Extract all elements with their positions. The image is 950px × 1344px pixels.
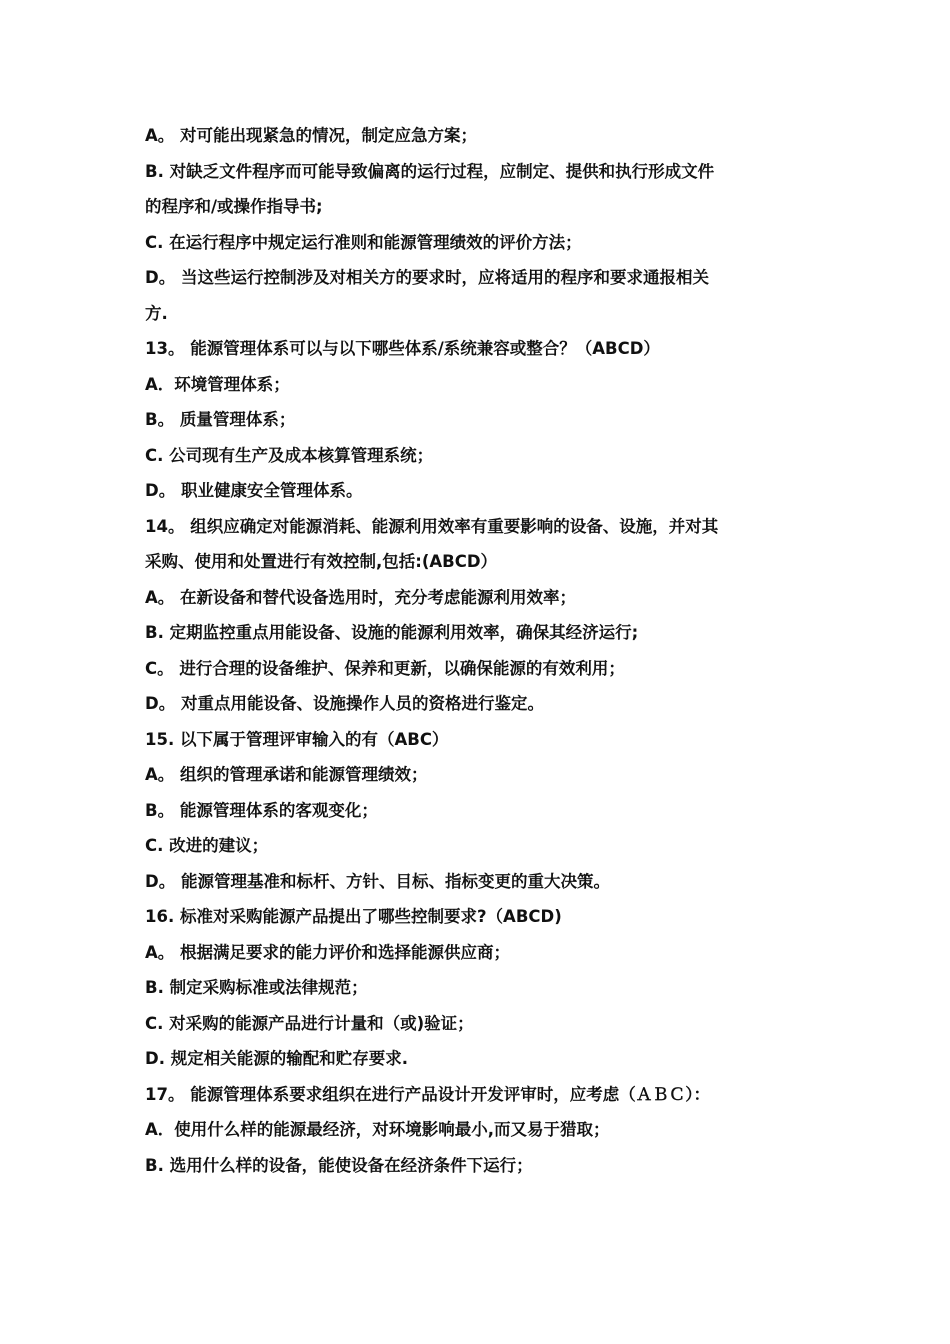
option-line: D。 能源管理基准和标杆、方针、目标、指标变更的重大决策。 (145, 871, 610, 891)
option-line: D。 当这些运行控制涉及对相关方的要求时，应将适用的程序和要求通报相关 (145, 268, 709, 287)
option-line: C. 改进的建议； (145, 836, 269, 855)
option-line: A．环境管理体系； (145, 374, 290, 394)
option-line: C. 对采购的能源产品进行计量和（或)验证； (145, 1013, 474, 1033)
option-line: B. 对缺乏文件程序而可能导致偏离的运行过程，应制定、提供和执行形成文件 (145, 161, 715, 181)
question-14-continued: 采购、使用和处置进行有效控制,包括:(ABCD） (145, 552, 498, 571)
option-line-continued: 的程序和/或操作指导书; (145, 197, 323, 216)
option-line: A。 对可能出现紧急的情况，制定应急方案； (145, 126, 478, 145)
option-line: D。 职业健康安全管理体系。 (145, 481, 363, 500)
document-body (145, 118, 825, 1183)
option-line: B. 制定采购标准或法律规范； (145, 978, 368, 997)
option-line: C。 进行合理的设备维护、保养和更新，以确保能源的有效利用； (145, 658, 625, 678)
option-line: A．使用什么样的能源最经济，对环境影响最小,而又易于猎取； (145, 1120, 610, 1139)
question-16: 16. 标准对采购能源产品提出了哪些控制要求?（ABCD) (145, 907, 562, 926)
option-line-continued: 方. (145, 303, 168, 323)
option-line: B。 能源管理体系的客观变化； (145, 800, 378, 820)
option-line: A。 组织的管理承诺和能源管理绩效； (145, 765, 428, 784)
question-15: 15. 以下属于管理评审输入的有（ABC） (145, 729, 449, 749)
question-14: 14。 组织应确定对能源消耗、能源利用效率有重要影响的设备、设施，并对其 (145, 516, 719, 536)
option-line: B. 定期监控重点用能设备、设施的能源利用效率，确保其经济运行; (145, 623, 639, 642)
option-line: D. 规定相关能源的输配和贮存要求. (145, 1049, 408, 1068)
option-line: A。 根据满足要求的能力评价和选择能源供应商； (145, 942, 511, 962)
option-line: A。 在新设备和替代设备选用时，充分考虑能源利用效率； (145, 587, 577, 607)
option-line: C. 公司现有生产及成本核算管理系统； (145, 445, 434, 465)
option-line: B。 质量管理体系； (145, 410, 296, 429)
option-line: D。 对重点用能设备、设施操作人员的资格进行鉴定。 (145, 694, 544, 713)
option-line: C. 在运行程序中规定运行准则和能源管理绩效的评价方法； (145, 232, 582, 252)
question-17: 17。 能源管理体系要求组织在进行产品设计开发评审时，应考虑（ＡＢＣ）： (145, 1084, 710, 1104)
question-13: 13。 能源管理体系可以与以下哪些体系/系统兼容或整合？（ABCD） (145, 339, 660, 358)
option-line: B. 选用什么样的设备，能使设备在经济条件下运行； (145, 1155, 533, 1175)
